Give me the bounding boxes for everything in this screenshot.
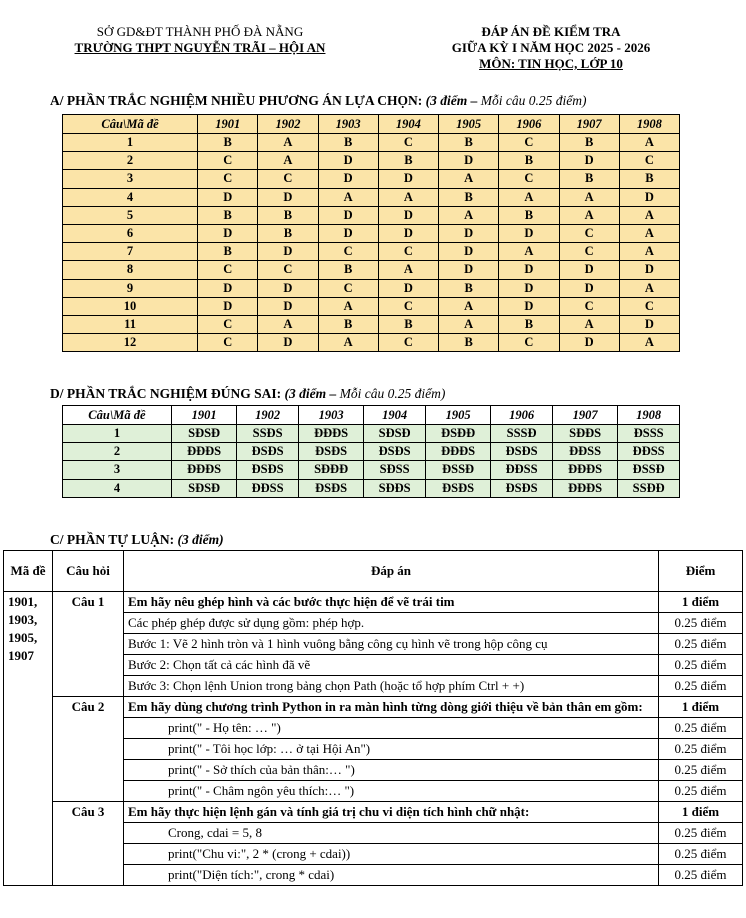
section-a-answer-cell: D	[318, 152, 378, 170]
section-a-answer-cell: D	[258, 297, 318, 315]
section-a-answer-cell: B	[318, 261, 378, 279]
section-d-answer-cell: SĐĐĐ	[298, 461, 363, 479]
section-a-table-row	[63, 188, 680, 206]
section-a-answer-cell: D	[258, 188, 318, 206]
section-d-answer-cell: ĐĐĐS	[171, 461, 236, 479]
section-d-answer-cell: SĐSĐ	[171, 479, 236, 497]
section-d-answer-cell: ĐSĐS	[237, 461, 299, 479]
section-a-table-row	[63, 297, 680, 315]
section-a-code-header: 1908	[619, 115, 679, 134]
section-d-code-header: 1904	[364, 406, 426, 425]
section-d-answer-cell: ĐSSĐ	[425, 461, 490, 479]
section-a-answer-cell: B	[198, 206, 258, 224]
section-a-answer-cell: D	[559, 334, 619, 352]
question-label: Câu 2	[53, 697, 124, 802]
section-a-title: A/ PHẦN TRẮC NGHIỆM NHIỀU PHƯƠNG ÁN LỰA CHỌN: (3 điểm – Mỗi câu 0.25 điểm)	[50, 93, 587, 108]
section-d-answer-cell: ĐĐĐS	[552, 461, 617, 479]
section-a-question-number: 2	[63, 152, 198, 170]
section-a-answer-cell: C	[318, 243, 378, 261]
section-a-answer-cell: A	[619, 224, 679, 242]
exam-codes-cell	[4, 592, 53, 886]
section-a-answer-cell: C	[198, 170, 258, 188]
section-a-answer-cell: B	[619, 170, 679, 188]
col-question-header: Câu hỏi	[53, 551, 124, 592]
section-a-answer-cell: A	[559, 206, 619, 224]
section-a-answer-cell: B	[318, 134, 378, 152]
doc-title: ĐÁP ÁN ĐỀ KIỂM TRA	[481, 24, 621, 39]
section-d-answer-cell: ĐĐSS	[491, 461, 553, 479]
section-a-answer-cell: D	[378, 224, 438, 242]
section-a-answer-cell: B	[439, 188, 499, 206]
section-a-answer-cell: D	[378, 170, 438, 188]
section-a-question-number: 6	[63, 224, 198, 242]
section-a-code-header: 1903	[318, 115, 378, 134]
section-a-answer-cell: A	[318, 297, 378, 315]
section-d-answer-cell: ĐĐĐS	[552, 479, 617, 497]
section-d-answer-cell: SĐĐS	[552, 425, 617, 443]
section-a-answer-cell: D	[499, 224, 559, 242]
section-a-answer-cell: B	[499, 206, 559, 224]
section-a-question-number: 10	[63, 297, 198, 315]
section-a-answer-cell: A	[258, 315, 318, 333]
section-a-answer-cell: D	[198, 279, 258, 297]
section-a-answer-cell: B	[198, 134, 258, 152]
section-a-question-number: 1	[63, 134, 198, 152]
section-a-answer-cell: C	[619, 297, 679, 315]
section-a-answer-cell: A	[619, 279, 679, 297]
answer-line-points: 0.25 điểm	[659, 865, 743, 886]
section-a-answer-cell: A	[258, 152, 318, 170]
essay-question-row	[4, 592, 743, 613]
section-a-answer-cell: C	[559, 243, 619, 261]
section-a-answer-cell: A	[439, 170, 499, 188]
section-d-code-header: 1907	[552, 406, 617, 425]
section-a-table-row	[63, 315, 680, 333]
section-a-code-header: 1901	[198, 115, 258, 134]
section-d-corner-header: Câu\Mã đề	[63, 406, 172, 425]
section-a-answer-cell: D	[198, 297, 258, 315]
section-a-question-number: 5	[63, 206, 198, 224]
answer-line-points: 0.25 điểm	[659, 676, 743, 697]
section-d-answer-cell: SSĐĐ	[618, 479, 680, 497]
section-a-answer-cell: A	[499, 243, 559, 261]
section-a-answer-cell: C	[499, 134, 559, 152]
section-a-question-number: 12	[63, 334, 198, 352]
question-label: Câu 3	[53, 802, 124, 886]
section-a-answer-cell: C	[559, 297, 619, 315]
answer-line-text: Bước 1: Vẽ 2 hình tròn và 1 hình vuông bằng công cụ hình vẽ trong hộp công cụ	[124, 634, 659, 655]
section-a-answer-cell: A	[619, 134, 679, 152]
col-code-header: Mã đề	[4, 551, 53, 592]
section-d-code-header: 1908	[618, 406, 680, 425]
section-a-answer-cell: C	[499, 170, 559, 188]
section-a-answer-cell: B	[439, 134, 499, 152]
section-d-answer-cell: SSSĐ	[491, 425, 553, 443]
section-a-answer-cell: A	[559, 188, 619, 206]
answer-line-text: print("Diện tích:", crong * cdai)	[124, 865, 659, 886]
section-a-code-header: 1907	[559, 115, 619, 134]
section-d-answer-cell: SĐSĐ	[171, 425, 236, 443]
section-a-answer-cell: C	[258, 170, 318, 188]
answer-line-text: Các phép ghép được sử dụng gồm: phép hợp.	[124, 613, 659, 634]
answer-line-points: 0.25 điểm	[659, 823, 743, 844]
section-a-answer-cell: B	[378, 315, 438, 333]
section-a-answer-cell: A	[619, 334, 679, 352]
section-d-answer-cell: ĐSĐS	[364, 443, 426, 461]
section-d-title: D/ PHẦN TRẮC NGHIỆM ĐÚNG SAI: (3 điểm – Mỗi câu 0.25 điểm)	[50, 386, 446, 401]
answer-line-points: 0.25 điểm	[659, 718, 743, 739]
section-a-corner-header: Câu\Mã đề	[63, 115, 198, 134]
section-d-answer-cell: ĐĐSS	[237, 479, 299, 497]
section-a-table-row	[63, 224, 680, 242]
section-a-answer-cell: C	[559, 224, 619, 242]
section-d-code-header: 1906	[491, 406, 553, 425]
section-a-answer-cell: A	[258, 134, 318, 152]
section-d-question-number: 4	[63, 479, 172, 497]
section-a-answer-cell: A	[439, 315, 499, 333]
section-d-answer-cell: SĐĐS	[364, 479, 426, 497]
section-a-answer-cell: A	[439, 297, 499, 315]
section-a-answer-cell: B	[258, 224, 318, 242]
header-left	[40, 24, 360, 56]
section-d-answer-cell: ĐĐĐS	[298, 425, 363, 443]
section-a-answer-cell: D	[559, 279, 619, 297]
section-a-question-number: 7	[63, 243, 198, 261]
section-a-answer-cell: C	[378, 243, 438, 261]
section-a-answer-cell: D	[559, 152, 619, 170]
section-a-table-row	[63, 243, 680, 261]
answer-line-text: Crong, cdai = 5, 8	[124, 823, 659, 844]
section-a-table-row	[63, 279, 680, 297]
section-a-question-number: 8	[63, 261, 198, 279]
header-right	[396, 24, 706, 72]
section-d-question-number: 1	[63, 425, 172, 443]
section-a-answer-cell: A	[318, 334, 378, 352]
section-d-answer-cell: ĐĐSS	[618, 443, 680, 461]
section-a-table-row	[63, 261, 680, 279]
answer-line-points: 0.25 điểm	[659, 781, 743, 802]
section-a-answer-cell: D	[378, 279, 438, 297]
section-a-answer-cell: D	[439, 261, 499, 279]
section-a-question-number: 11	[63, 315, 198, 333]
section-d-answer-cell: ĐĐĐS	[425, 443, 490, 461]
section-a-code-header: 1906	[499, 115, 559, 134]
section-a-code-header: 1904	[378, 115, 438, 134]
section-a-answer-cell: C	[198, 261, 258, 279]
answer-line-text: Bước 2: Chọn tất cả các hình đã vẽ	[124, 655, 659, 676]
section-d-answer-cell: ĐSĐS	[491, 443, 553, 461]
section-a-answer-cell: C	[198, 334, 258, 352]
section-d-answer-cell: SĐSĐ	[364, 425, 426, 443]
answer-line-text: print(" - Châm ngôn yêu thích:… ")	[124, 781, 659, 802]
section-d-table	[62, 405, 680, 498]
answer-line-text: print(" - Họ tên: … ")	[124, 718, 659, 739]
section-c-table	[3, 550, 743, 886]
section-a-answer-cell: D	[258, 334, 318, 352]
answer-line-points: 0.25 điểm	[659, 760, 743, 781]
exam-code: 1905,	[8, 630, 38, 645]
section-d-answer-cell: ĐSĐS	[237, 443, 299, 461]
section-c-title: C/ PHẦN TỰ LUẬN: (3 điểm)	[50, 532, 224, 547]
section-a-answer-cell: A	[559, 315, 619, 333]
section-a-answer-cell: D	[258, 279, 318, 297]
section-a-answer-cell: D	[439, 152, 499, 170]
section-a-answer-cell: A	[439, 206, 499, 224]
section-a-answer-cell: A	[499, 188, 559, 206]
section-a-answer-cell: B	[559, 134, 619, 152]
answer-line-points: 0.25 điểm	[659, 634, 743, 655]
section-d-table-row	[63, 461, 680, 479]
answer-line-text: Bước 3: Chọn lệnh Union trong bảng chọn Path (hoặc tổ hợp phím Ctrl + +)	[124, 676, 659, 697]
answer-line-text: print(" - Sở thích của bản thân:… ")	[124, 760, 659, 781]
section-d-question-number: 2	[63, 443, 172, 461]
section-d-answer-cell: ĐSĐĐ	[425, 425, 490, 443]
section-d-table-row	[63, 443, 680, 461]
section-a-answer-cell: C	[499, 334, 559, 352]
section-d-code-header: 1905	[425, 406, 490, 425]
section-a-answer-cell: D	[439, 224, 499, 242]
section-a-code-header: 1902	[258, 115, 318, 134]
section-a-answer-cell: D	[499, 297, 559, 315]
section-a-answer-cell: B	[378, 152, 438, 170]
section-a-answer-cell: A	[378, 261, 438, 279]
section-a-question-number: 4	[63, 188, 198, 206]
section-a-answer-cell: D	[318, 206, 378, 224]
section-a-table-row	[63, 152, 680, 170]
section-a-answer-cell: D	[318, 224, 378, 242]
section-a-answer-cell: B	[499, 152, 559, 170]
section-a-question-number: 9	[63, 279, 198, 297]
question-points: 1 điểm	[659, 697, 743, 718]
section-a-answer-cell: D	[378, 206, 438, 224]
col-answer-header: Đáp án	[124, 551, 659, 592]
section-a-answer-cell: B	[198, 243, 258, 261]
section-a-answer-cell: C	[318, 279, 378, 297]
section-a-answer-cell: A	[318, 188, 378, 206]
answer-line-points: 0.25 điểm	[659, 655, 743, 676]
section-d-answer-cell: SSĐS	[237, 425, 299, 443]
question-text: Em hãy thực hiện lệnh gán và tính giá trị chu vi diện tích hình chữ nhật:	[124, 802, 659, 823]
question-points: 1 điểm	[659, 592, 743, 613]
section-d-code-header: 1902	[237, 406, 299, 425]
section-a-answer-cell: C	[378, 334, 438, 352]
section-a-answer-cell: D	[619, 188, 679, 206]
section-a-table	[62, 114, 680, 352]
section-d-answer-cell: ĐSĐS	[425, 479, 490, 497]
section-a-answer-cell: B	[559, 170, 619, 188]
question-text: Em hãy nêu ghép hình và các bước thực hiện để vẽ trái tim	[124, 592, 659, 613]
section-d-code-header: 1901	[171, 406, 236, 425]
section-a-table-row	[63, 334, 680, 352]
section-d-answer-cell: ĐSĐS	[491, 479, 553, 497]
doc-subtitle: GIỮA KỲ I NĂM HỌC 2025 - 2026	[451, 40, 651, 55]
question-label: Câu 1	[53, 592, 124, 697]
section-a-answer-cell: C	[378, 297, 438, 315]
section-a-answer-cell: A	[619, 243, 679, 261]
section-a-answer-cell: D	[559, 261, 619, 279]
section-a-answer-cell: A	[378, 188, 438, 206]
section-a-answer-cell: B	[258, 206, 318, 224]
section-a-code-header: 1905	[439, 115, 499, 134]
section-d-answer-cell: ĐSSS	[618, 425, 680, 443]
section-a-answer-cell: A	[619, 206, 679, 224]
section-d-answer-cell: ĐSSĐ	[618, 461, 680, 479]
section-d-code-header: 1903	[298, 406, 363, 425]
exam-code: 1901,	[8, 594, 38, 609]
section-a-answer-cell: B	[318, 315, 378, 333]
essay-question-row	[4, 697, 743, 718]
exam-code: 1903,	[8, 612, 38, 627]
section-d-table-row	[63, 425, 680, 443]
col-points-header: Điểm	[659, 551, 743, 592]
section-a-question-number: 3	[63, 170, 198, 188]
section-a-answer-cell: D	[499, 279, 559, 297]
section-a-table-row	[63, 170, 680, 188]
answer-line-text: print(" - Tôi học lớp: … ở tại Hội An")	[124, 739, 659, 760]
section-a-answer-cell: D	[619, 261, 679, 279]
section-a-answer-cell: D	[198, 188, 258, 206]
answer-line-points: 0.25 điểm	[659, 613, 743, 634]
section-a-answer-cell: D	[198, 224, 258, 242]
section-d-answer-cell: SĐSS	[364, 461, 426, 479]
section-d-answer-cell: ĐSĐS	[298, 479, 363, 497]
exam-code: 1907	[8, 648, 34, 663]
section-a-answer-cell: D	[619, 315, 679, 333]
section-a-answer-cell: D	[318, 170, 378, 188]
section-a-answer-cell: D	[499, 261, 559, 279]
section-a-answer-cell: C	[619, 152, 679, 170]
section-d-answer-cell: ĐĐĐS	[171, 443, 236, 461]
section-a-table-row	[63, 134, 680, 152]
answer-line-text: print("Chu vi:", 2 * (crong + cdai))	[124, 844, 659, 865]
section-a-answer-cell: B	[439, 334, 499, 352]
school-name: TRƯỜNG THPT NGUYỄN TRÃI – HỘI AN	[74, 40, 326, 55]
department-name: SỞ GD&ĐT THÀNH PHỐ ĐÀ NẴNG	[96, 24, 304, 39]
essay-question-row	[4, 802, 743, 823]
question-points: 1 điểm	[659, 802, 743, 823]
section-d-table-row	[63, 479, 680, 497]
section-a-answer-cell: C	[198, 315, 258, 333]
section-d-answer-cell: ĐĐSS	[552, 443, 617, 461]
section-a-answer-cell: D	[439, 243, 499, 261]
section-d-answer-cell: ĐSĐS	[298, 443, 363, 461]
section-a-answer-cell: C	[258, 261, 318, 279]
answer-line-points: 0.25 điểm	[659, 739, 743, 760]
section-a-answer-cell: C	[378, 134, 438, 152]
question-text: Em hãy dùng chương trình Python in ra màn hình từng dòng giới thiệu về bản thân em gồm:	[124, 697, 659, 718]
section-a-answer-cell: D	[258, 243, 318, 261]
answer-line-points: 0.25 điểm	[659, 844, 743, 865]
section-a-answer-cell: C	[198, 152, 258, 170]
section-a-answer-cell: B	[499, 315, 559, 333]
doc-subject: MÔN: TIN HỌC, LỚP 10	[479, 56, 623, 71]
section-a-table-row	[63, 206, 680, 224]
section-a-answer-cell: B	[439, 279, 499, 297]
section-d-question-number: 3	[63, 461, 172, 479]
